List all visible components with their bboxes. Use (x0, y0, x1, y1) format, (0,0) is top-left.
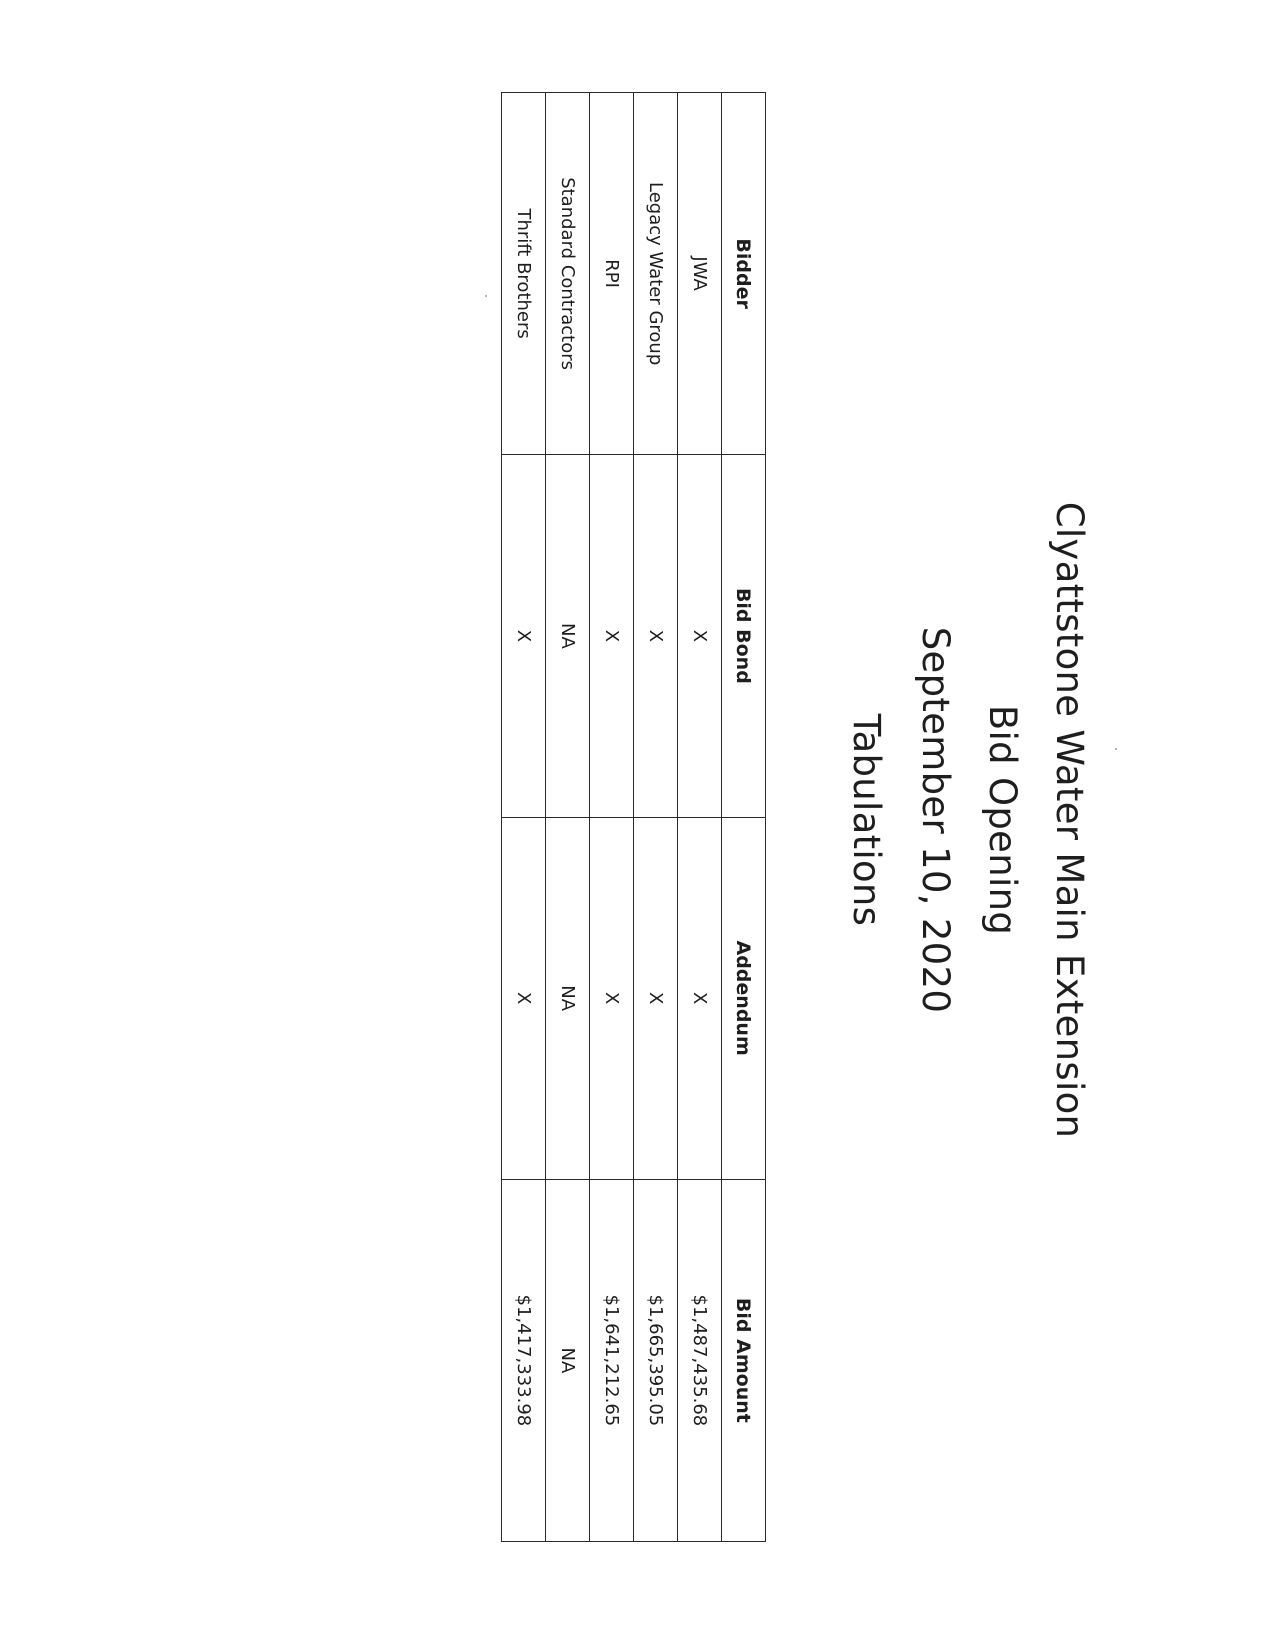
section-heading: Tabulations (845, 713, 888, 927)
bid-amount-cell: $1,665,395.05 (634, 1179, 678, 1541)
bidder-cell: Thrift Brothers (502, 93, 546, 455)
bid-amount-cell: $1,641,212.65 (590, 1179, 634, 1541)
column-header-bid-amount: Bid Amount (722, 1179, 766, 1541)
table-row (678, 93, 722, 1542)
table-row (502, 93, 546, 1542)
document-title: Clyattstone Water Main Extension (1048, 501, 1091, 1139)
bidder-cell: Standard Contractors (546, 93, 590, 455)
bid-bond-cell: X (590, 455, 634, 817)
column-header-addendum: Addendum (722, 817, 766, 1179)
column-header-bidder: Bidder (722, 93, 766, 455)
bid-amount-cell: $1,487,435.68 (678, 1179, 722, 1541)
bid-bond-cell: X (678, 455, 722, 817)
table-row (546, 93, 590, 1542)
addendum-cell: NA (546, 817, 590, 1179)
bid-bond-cell: NA (546, 455, 590, 817)
bidder-cell: Legacy Water Group (634, 93, 678, 455)
bid-bond-cell: X (502, 455, 546, 817)
bid-amount-cell: $1,417,333.98 (502, 1179, 546, 1541)
document-subtitle: Bid Opening (981, 704, 1024, 936)
document-date: September 10, 2020 (914, 626, 957, 1014)
bid-bond-cell: X (634, 455, 678, 817)
column-header-bid-bond: Bid Bond (722, 455, 766, 817)
rotated-page (60, 60, 1140, 1580)
addendum-cell: X (590, 817, 634, 1179)
bid-amount-cell: NA (546, 1179, 590, 1541)
addendum-cell: X (678, 817, 722, 1179)
bid-tabulation-table (501, 92, 766, 1542)
table-header-row (722, 93, 766, 1542)
addendum-cell: X (634, 817, 678, 1179)
table-row (634, 93, 678, 1542)
addendum-cell: X (502, 817, 546, 1179)
bidder-cell: RPI (590, 93, 634, 455)
bidder-cell: JWA (678, 93, 722, 455)
table-row (590, 93, 634, 1542)
